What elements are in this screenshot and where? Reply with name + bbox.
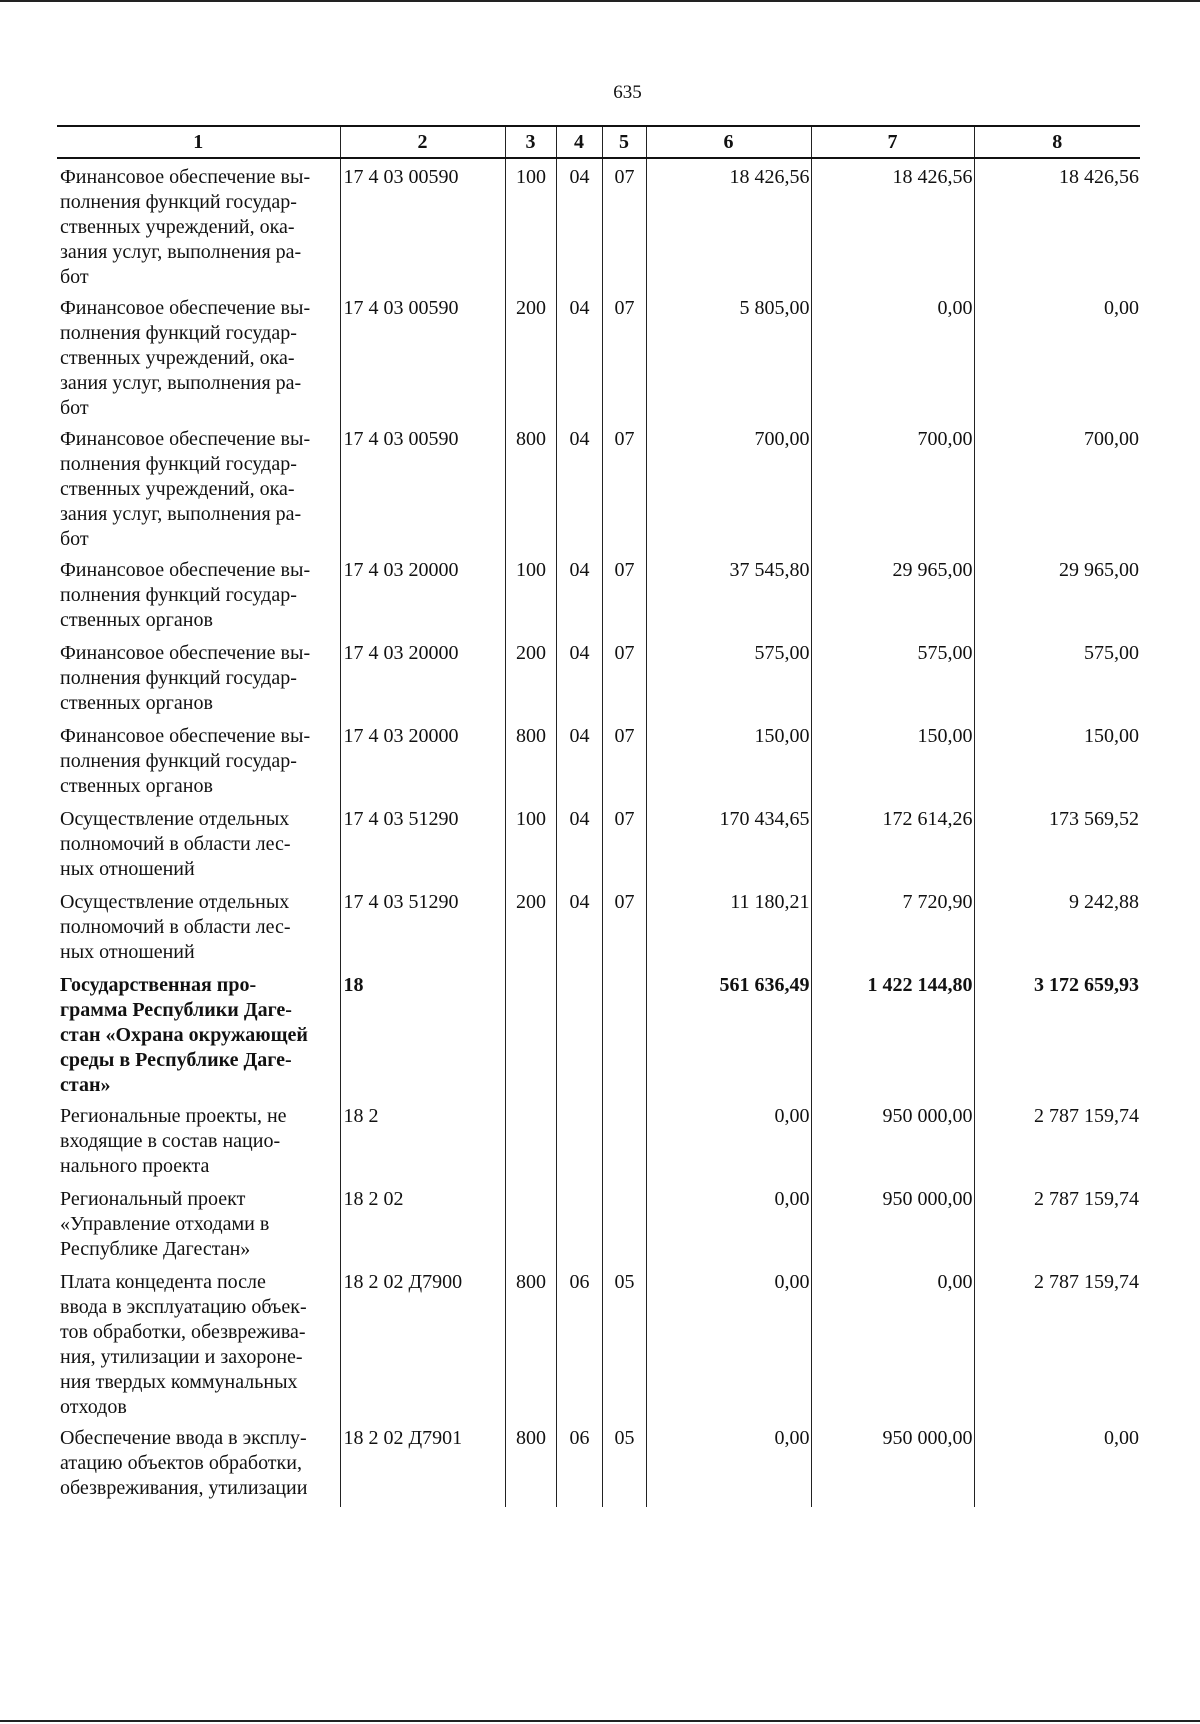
row-c3-cell: 100 [505,158,556,290]
row-name-line: атацию объектов обработки, [60,1452,302,1474]
header-col-6: 6 [646,126,811,158]
row-name-line: зания услуг, выполнения ра- [60,503,302,525]
row-c8-cell: 2 787 159,74 [974,1264,1140,1420]
header-col-2: 2 [340,126,505,158]
row-c6-cell: 0,00 [646,1420,811,1507]
row-c5-cell: 07 [602,635,646,718]
row-code-cell: 17 4 03 20000 [340,552,505,635]
row-c3-cell: 800 [505,421,556,552]
row-c8-cell: 29 965,00 [974,552,1140,635]
row-c7-cell: 150,00 [811,718,974,801]
row-name-line: Осуществление отдельных [60,891,290,913]
row-name-line: Финансовое обеспечение вы- [60,297,311,319]
row-name-line: Плата концедента после [60,1271,266,1293]
row-name-line: бот [60,397,89,419]
row-c8-cell: 150,00 [974,718,1140,801]
row-name-cell [57,635,340,718]
row-c7-cell: 700,00 [811,421,974,552]
row-code-cell: 17 4 03 20000 [340,635,505,718]
row-code-cell: 17 4 03 00590 [340,158,505,290]
scan-edge-top [0,0,1200,2]
row-c5-cell: 07 [602,718,646,801]
row-c7-cell: 575,00 [811,635,974,718]
table-row [57,552,1140,635]
row-c5-cell: 07 [602,801,646,884]
row-name-line: полнения функций государ- [60,453,297,475]
row-name-line: нального проекта [60,1155,210,1177]
row-name-line: ввода в эксплуатацию объек- [60,1296,307,1318]
row-c4-cell: 04 [556,290,602,421]
table-row [57,1098,1140,1181]
header-col-5: 5 [602,126,646,158]
row-name-line: ных отношений [60,858,195,880]
header-col-1: 1 [57,126,340,158]
row-name-line: Государственная про- [60,974,257,996]
row-c8-cell: 18 426,56 [974,158,1140,290]
row-c7-cell: 950 000,00 [811,1098,974,1181]
row-name-line: полнения функций государ- [60,322,297,344]
row-name-cell [57,552,340,635]
row-name-line: ственных органов [60,692,213,714]
row-name-cell [57,884,340,967]
row-name-line: ния твердых коммунальных [60,1371,298,1393]
row-c5-cell [602,1181,646,1264]
table-body [57,158,1140,1507]
header-col-7: 7 [811,126,974,158]
row-name-line: полнения функций государ- [60,191,297,213]
row-name-line: обезвреживания, утилизации [60,1477,308,1499]
row-c4-cell: 04 [556,421,602,552]
row-c6-cell: 0,00 [646,1181,811,1264]
row-c3-cell: 100 [505,552,556,635]
row-name-line: ственных учреждений, ока- [60,347,295,369]
row-name-line: входящие в состав нацио- [60,1130,281,1152]
row-code-cell: 17 4 03 00590 [340,290,505,421]
row-name-line: тов обработки, обезврежива- [60,1321,306,1343]
row-c5-cell: 07 [602,158,646,290]
row-name-line: полнения функций государ- [60,750,297,772]
row-name-line: Региональные проекты, не [60,1105,287,1127]
row-c4-cell [556,1181,602,1264]
row-c6-cell: 170 434,65 [646,801,811,884]
row-c8-cell: 575,00 [974,635,1140,718]
scan-edge-bottom [0,1720,1200,1722]
row-c5-cell: 07 [602,884,646,967]
row-c4-cell [556,967,602,1098]
row-name-line: полномочий в области лес- [60,833,291,855]
table-row [57,290,1140,421]
row-c8-cell: 0,00 [974,1420,1140,1507]
table-row [57,635,1140,718]
row-name-cell [57,1264,340,1420]
row-name-cell [57,718,340,801]
row-c3-cell [505,1098,556,1181]
row-c7-cell: 7 720,90 [811,884,974,967]
row-c7-cell: 950 000,00 [811,1420,974,1507]
row-c5-cell [602,1098,646,1181]
row-c6-cell: 150,00 [646,718,811,801]
row-name-line: бот [60,528,89,550]
row-name-cell [57,1181,340,1264]
row-c7-cell: 29 965,00 [811,552,974,635]
budget-table [57,125,1140,1507]
table-row [57,1264,1140,1420]
row-c3-cell: 100 [505,801,556,884]
row-c4-cell: 04 [556,552,602,635]
header-col-3: 3 [505,126,556,158]
row-c8-cell: 0,00 [974,290,1140,421]
row-code-cell: 18 [340,967,505,1098]
row-code-cell: 17 4 03 51290 [340,884,505,967]
row-name-cell [57,801,340,884]
row-name-line: среды в Республике Даге- [60,1049,292,1071]
row-code-cell: 17 4 03 20000 [340,718,505,801]
row-name-cell [57,158,340,290]
row-name-line: полнения функций государ- [60,584,297,606]
row-c7-cell: 1 422 144,80 [811,967,974,1098]
row-c3-cell [505,967,556,1098]
row-c8-cell: 2 787 159,74 [974,1098,1140,1181]
row-name-line: зания услуг, выполнения ра- [60,241,302,263]
row-c8-cell: 173 569,52 [974,801,1140,884]
row-c6-cell: 575,00 [646,635,811,718]
row-c6-cell: 561 636,49 [646,967,811,1098]
row-name-line: ственных органов [60,609,213,631]
row-c6-cell: 18 426,56 [646,158,811,290]
row-name-line: Финансовое обеспечение вы- [60,559,311,581]
header-row [57,126,1140,158]
header-col-8: 8 [974,126,1140,158]
row-name-line: полномочий в области лес- [60,916,291,938]
row-code-cell: 18 2 02 [340,1181,505,1264]
row-c5-cell: 07 [602,290,646,421]
row-c6-cell: 11 180,21 [646,884,811,967]
row-c4-cell [556,1098,602,1181]
row-name-line: стан «Охрана окружающей [60,1024,308,1046]
row-name-line: ственных органов [60,775,213,797]
table-row [57,421,1140,552]
row-c8-cell: 700,00 [974,421,1140,552]
row-c4-cell: 04 [556,884,602,967]
page-number: 635 [613,82,642,103]
row-code-cell: 17 4 03 00590 [340,421,505,552]
row-name-line: Региональный проект [60,1188,246,1210]
row-c5-cell: 07 [602,552,646,635]
row-c8-cell: 3 172 659,93 [974,967,1140,1098]
table-row [57,1420,1140,1507]
row-name-line: ственных учреждений, ока- [60,478,295,500]
row-c7-cell: 172 614,26 [811,801,974,884]
row-c3-cell: 800 [505,1420,556,1507]
row-name-line: зания услуг, выполнения ра- [60,372,302,394]
table-row [57,884,1140,967]
row-c3-cell: 800 [505,718,556,801]
row-name-line: ственных учреждений, ока- [60,216,295,238]
row-c5-cell: 05 [602,1264,646,1420]
row-c8-cell: 2 787 159,74 [974,1181,1140,1264]
row-name-line: ных отношений [60,941,195,963]
row-c7-cell: 950 000,00 [811,1181,974,1264]
row-c6-cell: 37 545,80 [646,552,811,635]
row-name-line: Финансовое обеспечение вы- [60,166,311,188]
row-c6-cell: 0,00 [646,1098,811,1181]
row-c4-cell: 04 [556,801,602,884]
row-name-line: грамма Республики Даге- [60,999,292,1021]
row-c7-cell: 18 426,56 [811,158,974,290]
row-name-line: Республике Дагестан» [60,1238,251,1260]
row-c4-cell: 04 [556,718,602,801]
row-name-line: полнения функций государ- [60,667,297,689]
row-name-cell [57,967,340,1098]
row-name-line: Финансовое обеспечение вы- [60,725,311,747]
table-row [57,718,1140,801]
row-name-cell [57,290,340,421]
row-c8-cell: 9 242,88 [974,884,1140,967]
row-c3-cell: 800 [505,1264,556,1420]
row-name-cell [57,1420,340,1507]
row-name-line: Осуществление отдельных [60,808,290,830]
row-name-line: отходов [60,1396,127,1418]
row-c6-cell: 0,00 [646,1264,811,1420]
table-row [57,158,1140,290]
table-row [57,1181,1140,1264]
row-name-line: Финансовое обеспечение вы- [60,428,311,450]
row-c6-cell: 5 805,00 [646,290,811,421]
row-code-cell: 17 4 03 51290 [340,801,505,884]
row-c4-cell: 06 [556,1420,602,1507]
row-c6-cell: 700,00 [646,421,811,552]
row-code-cell: 18 2 [340,1098,505,1181]
table-row [57,967,1140,1098]
row-c7-cell: 0,00 [811,290,974,421]
row-c3-cell: 200 [505,290,556,421]
table-header [57,126,1140,158]
row-c5-cell [602,967,646,1098]
row-c5-cell: 05 [602,1420,646,1507]
row-name-line: Обеспечение ввода в эксплу- [60,1427,307,1449]
row-name-line: ния, утилизации и захороне- [60,1346,303,1368]
row-c5-cell: 07 [602,421,646,552]
row-name-line: Финансовое обеспечение вы- [60,642,311,664]
row-code-cell: 18 2 02 Д7901 [340,1420,505,1507]
row-c4-cell: 04 [556,635,602,718]
row-c7-cell: 0,00 [811,1264,974,1420]
table-row [57,801,1140,884]
row-c4-cell: 04 [556,158,602,290]
row-c3-cell: 200 [505,884,556,967]
row-name-cell [57,421,340,552]
header-col-4: 4 [556,126,602,158]
row-c4-cell: 06 [556,1264,602,1420]
row-c3-cell: 200 [505,635,556,718]
row-code-cell: 18 2 02 Д7900 [340,1264,505,1420]
row-name-line: бот [60,266,89,288]
row-c3-cell [505,1181,556,1264]
row-name-line: стан» [60,1074,111,1096]
row-name-line: «Управление отходами в [60,1213,270,1235]
row-name-cell [57,1098,340,1181]
